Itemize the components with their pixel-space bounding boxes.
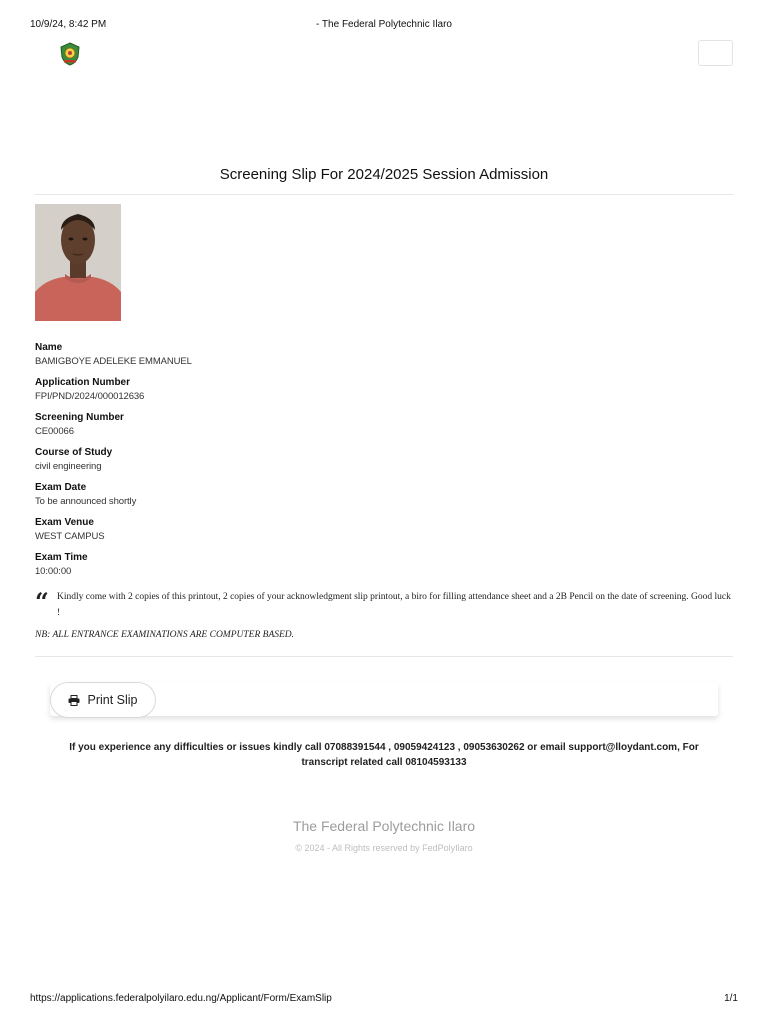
field-screening-number <box>35 411 435 446</box>
field-value: civil engineering <box>35 461 102 472</box>
print-datetime: 10/9/24, 8:42 PM <box>30 19 107 30</box>
quote-icon: “ <box>35 587 49 616</box>
footer-copyright: © 2024 - All Rights reserved by FedPolyIlaro <box>295 843 473 853</box>
field-label: Screening Number <box>35 412 124 423</box>
nb-notice: NB: ALL ENTRANCE EXAMINATIONS ARE COMPUTER BASED. <box>35 630 295 640</box>
field-label: Course of Study <box>35 447 113 458</box>
field-exam-date <box>35 481 435 516</box>
field-value: FPI/PND/2024/000012636 <box>35 391 145 402</box>
field-label: Exam Date <box>35 482 87 493</box>
print-page-count: 1/1 <box>724 993 738 1004</box>
print-page-title: - The Federal Polytechnic Ilaro <box>316 19 452 30</box>
field-label: Application Number <box>35 377 131 388</box>
title-divider <box>35 194 733 195</box>
applicant-details <box>35 341 435 586</box>
field-label: Name <box>35 342 63 353</box>
field-name <box>35 341 435 376</box>
footer-institution-name: The Federal Polytechnic Ilaro <box>292 818 476 834</box>
field-application-number <box>35 376 435 411</box>
applicant-photo <box>35 204 121 321</box>
field-value: 10:00:00 <box>35 566 72 577</box>
field-label: Exam Venue <box>35 517 94 528</box>
print-url: https://applications.federalpolyilaro.edu.ng/Applicant/Form/ExamSlip <box>30 993 332 1004</box>
instructions-note: Kindly come with 2 copies of this printout, 2 copies of your acknowledgment slip printout, a biro for filling attendance sheet and a 2B Pencil on the date of screening. Good luck ! <box>57 592 731 618</box>
field-label: Exam Time <box>35 552 88 563</box>
field-value: CE00066 <box>35 426 74 437</box>
field-course-of-study <box>35 446 435 481</box>
section-divider <box>35 656 733 657</box>
printer-icon <box>68 695 80 706</box>
field-value: To be announced shortly <box>35 496 137 507</box>
print-slip-button[interactable] <box>50 682 156 718</box>
page-title: Screening Slip For 2024/2025 Session Admission <box>219 166 549 183</box>
field-value: BAMIGBOYE ADELEKE EMMANUEL <box>35 356 192 367</box>
field-value: WEST CAMPUS <box>35 531 105 542</box>
field-exam-time <box>35 551 435 586</box>
field-exam-venue <box>35 516 435 551</box>
print-slip-label: Print Slip <box>87 693 138 707</box>
polytechnic-logo[interactable] <box>59 42 81 66</box>
help-contact-text: If you experience any difficulties or issues kindly call 07088391544 , 09059424123 , 09053630262 or email support@lloydant.com, For transcript related call 08104593133 <box>69 742 699 768</box>
print-action-bar <box>50 682 718 716</box>
menu-toggle-button[interactable] <box>698 40 733 66</box>
